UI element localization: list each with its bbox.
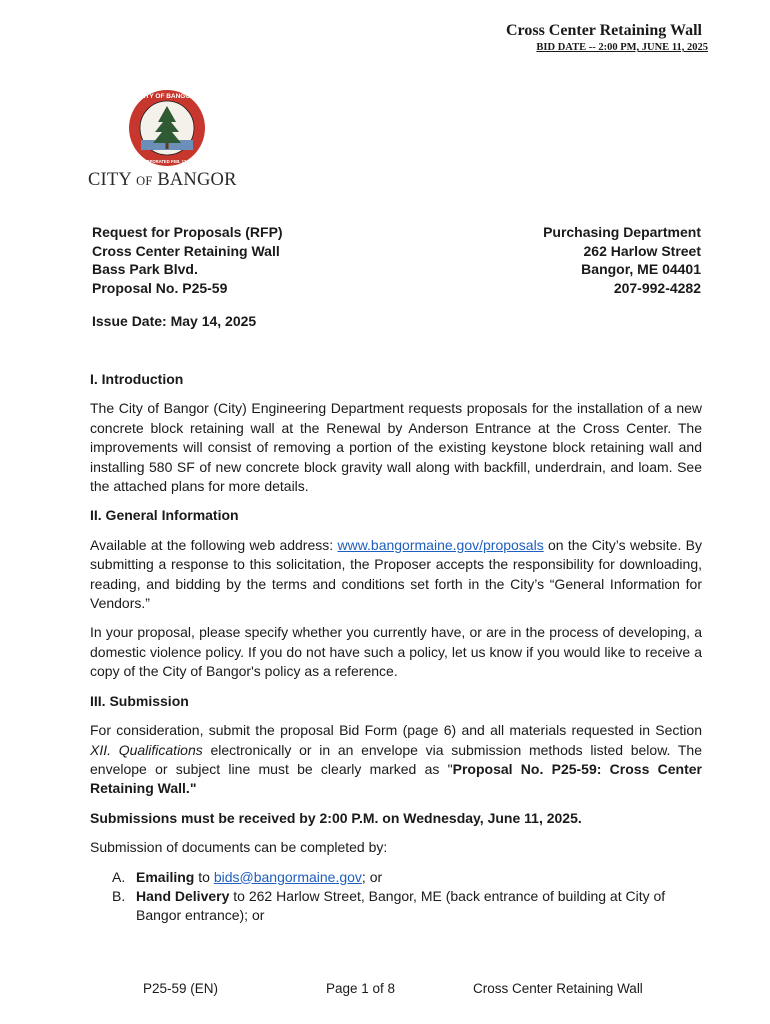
section-submission-heading: III. Submission: [90, 692, 189, 709]
general-info-text-a: Available at the following web address:: [90, 536, 338, 553]
submission-text-b: electronically or in an envelope via submission methods listed below. The envelope or subject line must be clearly marked as ": [90, 741, 702, 777]
document-body: [90, 370, 702, 926]
proposals-link[interactable]: www.bangormaine.gov/proposals: [337, 536, 544, 553]
document-header-title: Cross Center Retaining Wall: [505, 22, 702, 39]
submission-methods-intro: Submission of documents can be completed by:: [90, 839, 388, 856]
proposal-marking-quote: ": [189, 780, 197, 797]
rfp-line-2: Cross Center Retaining Wall: [92, 242, 280, 259]
bid-date: BID DATE -- 2:00 PM, JUNE 11, 2025: [536, 42, 708, 53]
footer-doc-code: P25-59 (EN): [143, 981, 219, 996]
proposal-marking: Proposal No. P25-59: Cross Center Retaining Wall.: [90, 760, 702, 797]
list-marker: B.: [112, 887, 126, 904]
bids-email-link[interactable]: bids@bangormaine.gov: [213, 868, 362, 885]
method-email-tail: ; or: [361, 868, 383, 885]
wordmark-bangor: BANGOR: [157, 170, 237, 190]
address-line-2: 262 Harlow Street: [583, 242, 701, 259]
city-wordmark: [88, 170, 237, 191]
submission-deadline: Submissions must be received by 2:00 P.M. on Wednesday, June 11, 2025.: [90, 809, 582, 826]
domestic-violence-paragraph: In your proposal, please specify whether you currently have, or are in the process of developing, a domestic violence policy. If you do not have such a policy, let us know if you would like to receive a copy of the City of Bangor's policy as a reference.: [90, 624, 702, 680]
rfp-info-block: [92, 223, 283, 297]
qualifications-reference: XII. Qualifications: [90, 741, 203, 758]
wordmark-of: OF: [136, 174, 153, 188]
method-email-text: to: [194, 868, 214, 885]
issue-date: Issue Date: May 14, 2025: [92, 313, 257, 329]
general-info-paragraph: [90, 536, 702, 614]
general-info-text-b: on the City’s website. By submitting a response to this solicitation, the Proposer accepts the responsibility for downloading, reading, and bidding by the terms and conditions set forth in the City’s “General Information for Vendors.”: [90, 536, 702, 612]
rfp-line-4: Proposal No. P25-59: [92, 279, 228, 296]
wordmark-city: CITY: [88, 170, 132, 190]
submission-text-a: For consideration, submit the proposal Bid Form (page 6) and all materials requested in Section: [90, 722, 702, 739]
seal-text-top: CITY OF BANGOR: [138, 93, 196, 100]
section-introduction-heading: I. Introduction: [90, 371, 184, 387]
address-line-1: Purchasing Department: [543, 224, 701, 240]
list-marker: A.: [112, 868, 126, 885]
method-hand-delivery-text: to 262 Harlow Street, Bangor, ME (back entrance of building at City of Bangor entrance); or: [136, 887, 666, 924]
address-line-4: 207-992-4282: [613, 279, 701, 296]
rfp-line-1: Request for Proposals (RFP): [92, 224, 283, 240]
footer-project-name: Cross Center Retaining Wall: [473, 981, 643, 996]
submission-methods-list: [90, 868, 702, 926]
submission-paragraph: [90, 721, 702, 799]
method-email-label: Emailing: [136, 868, 195, 885]
rfp-line-3: Bass Park Blvd.: [92, 261, 198, 277]
introduction-paragraph: The City of Bangor (City) Engineering Department requests proposals for the installation of a new concrete block retaining wall at the Renewal by Anderson Entrance at the Cross Center. The improvements will consist of removing a portion of the existing keystone block retaining wall and installing 580 SF of new concrete block gravity wall along with backfill, underdrain, and loam. See the attached plans for more details.: [90, 400, 702, 495]
footer-page-number: Page 1 of 8: [326, 981, 396, 996]
purchasing-address-block: [543, 223, 701, 297]
method-hand-delivery-label: Hand Delivery: [136, 887, 230, 904]
list-item: [90, 887, 702, 926]
city-seal-logo: [118, 88, 216, 168]
address-line-3: Bangor, ME 04401: [581, 261, 701, 277]
seal-text-bottom: INCORPORATED FEB. 12, 1834: [136, 159, 198, 164]
section-general-info-heading: II. General Information: [90, 507, 239, 524]
list-item: [90, 868, 702, 887]
